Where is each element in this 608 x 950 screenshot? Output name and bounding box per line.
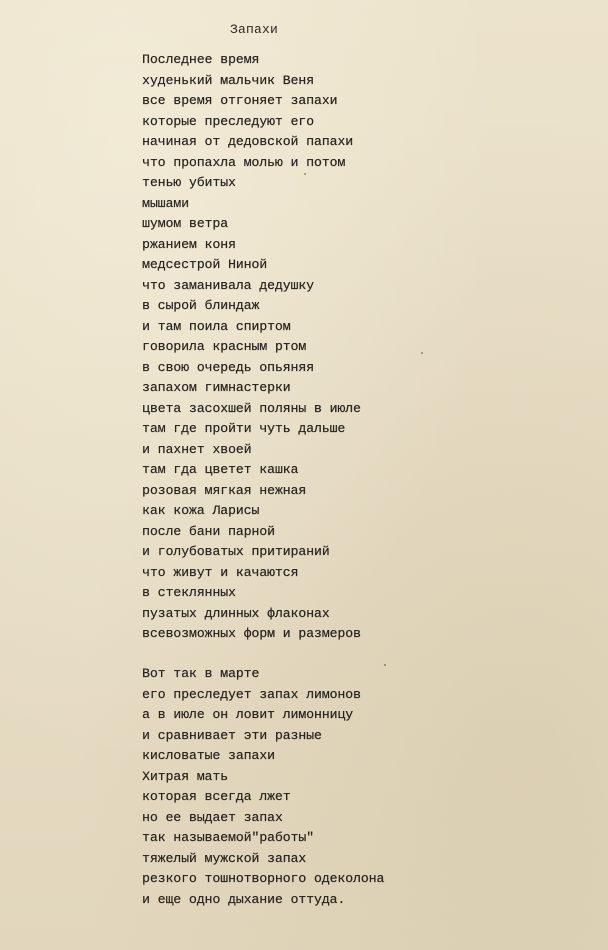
poem-line: всевозможных форм и размеров (142, 626, 361, 641)
poem-line: что живут и качаются (142, 564, 299, 580)
poem-line: медсестрой Ниной (142, 257, 268, 272)
poem-line: и еще одно дыхание оттуда. (142, 891, 346, 907)
poem-line: кисловатые запахи (142, 748, 275, 763)
poem-line: как кожа Ларисы (142, 503, 260, 518)
paper-speck (384, 664, 386, 666)
poem-line: и голубоватых притираний (142, 544, 330, 559)
poem-line: в свою очередь опьяняя (142, 359, 314, 375)
poem-line: а в июле он ловит лимонницу (142, 707, 353, 722)
poem-title: Запахи (229, 22, 278, 37)
poem-line: шумом ветра (142, 216, 228, 231)
poem-line: Последнее время (142, 52, 260, 67)
poem-line: после бани парной (142, 523, 275, 539)
paper-speck (421, 352, 423, 354)
poem-line: розовая мягкая нежная (142, 482, 307, 498)
poem-line: начиная от дедовской папахи (142, 134, 353, 149)
poem-line: тяжелый мужской запах (142, 850, 307, 866)
poem-line: ржанием коня (142, 236, 236, 252)
poem-line: цвета засохшей поляны в июле (142, 400, 361, 416)
poem-line: там где пройти чуть дальше (142, 421, 346, 436)
poem-line: его преследует запах лимонов (142, 686, 361, 702)
poem-line: но ее выдает запах (142, 809, 283, 825)
poem-line: в сырой блиндаж (142, 298, 260, 313)
poem-line: резкого тошнотворного одеколона (142, 871, 385, 886)
poem-line: что заманивала дедушку (142, 277, 314, 293)
poem-line: все время отгоняет запахи (142, 93, 338, 108)
poem-line: так называемой"работы" (142, 830, 314, 845)
poem-line: что пропахла молью и потом (142, 154, 346, 170)
poem-line: пузатых длинных флаконах (142, 605, 330, 621)
poem-line: Хитрая мать (142, 768, 228, 784)
poem-line: которая всегда лжет (142, 789, 291, 804)
poem-line: и пахнет хвоей (142, 441, 252, 457)
stanza-1 (142, 50, 361, 645)
poem-line: в стеклянных (142, 585, 236, 600)
paper-speck (304, 173, 306, 175)
poem-line: и сравнивает эти разные (142, 727, 322, 743)
poem-line: тенью убитых (142, 175, 236, 190)
poem-line: худенький мальчик Веня (142, 72, 314, 88)
stanza-2 (142, 664, 384, 910)
poem-line: которые преследуют его (142, 113, 314, 129)
poem-line: там гда цветет кашка (142, 462, 299, 477)
poem-line: запахом гимнастерки (142, 380, 291, 395)
poem-line: и там поила спиртом (142, 318, 291, 334)
poem-line: говорила красным ртом (142, 339, 307, 354)
poem-line: мышами (142, 195, 189, 211)
poem-line: Вот так в марте (142, 666, 260, 681)
